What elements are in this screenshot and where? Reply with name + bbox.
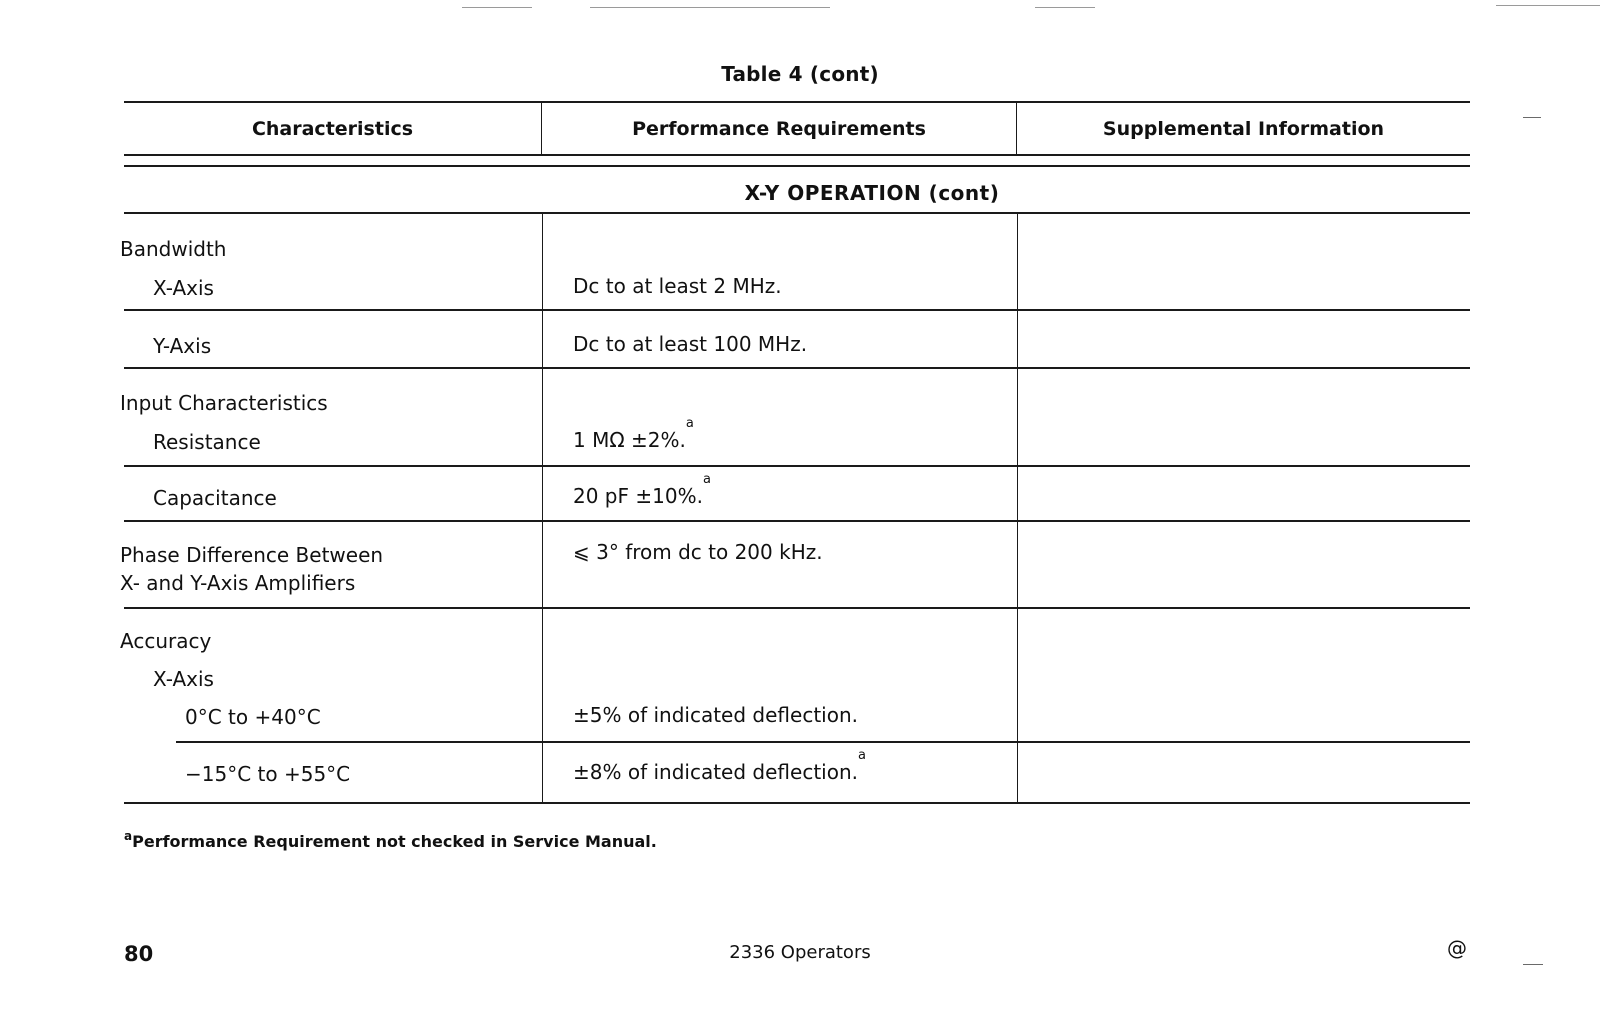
page-number: 80 <box>124 942 154 966</box>
footnote <box>124 829 657 851</box>
table-title: Table 4 (cont) <box>721 62 879 86</box>
column-divider-1 <box>542 212 543 804</box>
requirement-temp-range-1: ±5% of indicated deflection. <box>573 703 858 727</box>
scan-artifact <box>462 7 532 8</box>
row-rule-phase <box>124 607 1470 609</box>
corner-symbol: @ <box>1447 936 1467 960</box>
scan-artifact <box>1035 7 1095 8</box>
row-label-temp-range-2: −15°C to +55°C <box>185 762 351 786</box>
requirement-temp-range-2 <box>573 748 866 787</box>
row-label-x-axis: X-Axis <box>153 276 214 300</box>
row-label-phase-line-2: X- and Y-Axis Amplifiers <box>120 571 356 595</box>
requirement-capacitance-text: 20 pF ±10%. <box>573 484 703 508</box>
row-rule-resistance <box>124 465 1470 467</box>
row-rule-x-axis <box>124 309 1470 311</box>
margin-mark <box>1523 117 1541 118</box>
section-top-rule <box>124 165 1470 167</box>
footnote-marker: a <box>124 829 133 843</box>
requirement-resistance-text: 1 MΩ ±2%. <box>573 428 686 452</box>
footnote-ref: a <box>685 416 694 431</box>
row-label-resistance: Resistance <box>153 430 261 454</box>
row-label-y-axis: Y-Axis <box>153 334 212 358</box>
document-title: 2336 Operators <box>729 942 871 963</box>
row-label-capacitance: Capacitance <box>153 486 277 510</box>
margin-mark <box>1523 964 1543 965</box>
row-rule-temp-1 <box>176 741 1470 743</box>
row-rule-capacitance <box>124 520 1470 522</box>
column-divider-2 <box>1017 212 1018 804</box>
row-label-accuracy: Accuracy <box>120 629 212 653</box>
scan-artifact <box>590 7 830 8</box>
footnote-ref: a <box>857 748 866 763</box>
row-label-phase-line-1: Phase Difference Between <box>120 543 384 567</box>
requirement-y-axis: Dc to at least 100 MHz. <box>573 332 808 356</box>
header-supplemental-information: Supplemental Information <box>1102 118 1385 140</box>
footnote-ref: a <box>702 472 711 487</box>
requirement-capacitance <box>573 472 711 511</box>
row-label-bandwidth: Bandwidth <box>120 237 227 261</box>
header-performance-requirements: Performance Requirements <box>632 118 926 140</box>
requirement-resistance <box>573 416 694 455</box>
requirement-temp-range-2-text: ±8% of indicated deflection. <box>573 760 858 784</box>
header-characteristics: Characteristics <box>251 118 414 140</box>
section-title: X-Y OPERATION (cont) <box>744 181 1000 205</box>
footnote-text: Performance Requirement not checked in Service Manual. <box>132 832 657 851</box>
requirement-x-axis: Dc to at least 2 MHz. <box>573 274 782 298</box>
table-bottom-rule <box>124 802 1470 804</box>
row-label-input-characteristics: Input Characteristics <box>120 391 328 415</box>
row-label-accuracy-x-axis: X-Axis <box>153 667 214 691</box>
scan-artifact <box>1496 5 1600 6</box>
requirement-phase-difference: ⩽ 3° from dc to 200 kHz. <box>573 540 823 564</box>
row-label-temp-range-1: 0°C to +40°C <box>185 705 321 729</box>
row-rule-y-axis <box>124 367 1470 369</box>
